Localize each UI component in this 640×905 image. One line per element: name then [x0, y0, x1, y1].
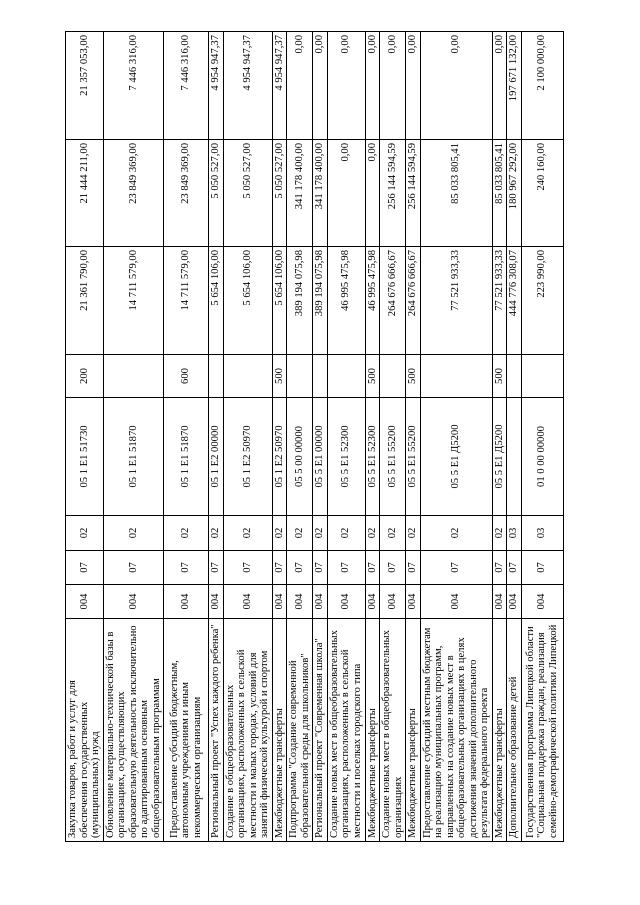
- cell-pr: 02: [209, 516, 224, 551]
- cell-v1: 5 654 106,00: [272, 247, 287, 355]
- cell-rz: 07: [327, 551, 365, 585]
- table-row: [209, 32, 224, 842]
- cell-v2: 0,00: [327, 140, 365, 247]
- table-row: [327, 32, 365, 842]
- cell-vr: [223, 355, 272, 398]
- cell-gr: 004: [507, 585, 522, 619]
- cell-csr: 05 1 E1 51870: [103, 398, 164, 516]
- cell-rz: 07: [313, 551, 328, 585]
- cell-v1: 264 676 666,67: [406, 247, 421, 355]
- table-row: [492, 32, 507, 842]
- cell-v3: 0,00: [420, 32, 492, 140]
- cell-csr: 05 1 E1 51870: [164, 398, 209, 516]
- cell-v3: 2 100 000,00: [521, 32, 563, 140]
- cell-gr: 004: [521, 585, 563, 619]
- cell-pr: 02: [272, 516, 287, 551]
- cell-v2: 0,00: [365, 140, 380, 247]
- cell-v1: 5 654 106,00: [209, 247, 224, 355]
- cell-v2: 256 144 594,59: [406, 140, 421, 247]
- cell-pr: 02: [164, 516, 209, 551]
- cell-vr: 200: [66, 355, 104, 398]
- cell-gr: 004: [66, 585, 104, 619]
- cell-gr: 004: [164, 585, 209, 619]
- cell-csr: 05 1 E1 51730: [66, 398, 104, 516]
- cell-gr: 004: [327, 585, 365, 619]
- cell-vr: [287, 355, 313, 398]
- cell-gr: 004: [287, 585, 313, 619]
- cell-gr: 004: [272, 585, 287, 619]
- cell-v3: 7 446 316,00: [164, 32, 209, 140]
- cell-v3: 4 954 947,37: [223, 32, 272, 140]
- table-row: [313, 32, 328, 842]
- cell-vr: 500: [406, 355, 421, 398]
- cell-v1: 14 711 579,00: [164, 247, 209, 355]
- cell-v2: 21 444 211,00: [66, 140, 104, 247]
- table-row: [380, 32, 406, 842]
- cell-v3: 0,00: [327, 32, 365, 140]
- cell-csr: 05 5 E1 52300: [365, 398, 380, 516]
- cell-rz: 07: [223, 551, 272, 585]
- cell-v2: 5 050 527,00: [272, 140, 287, 247]
- cell-name: Межбюджетные трансферты: [272, 619, 287, 842]
- cell-vr: [209, 355, 224, 398]
- cell-csr: [507, 398, 522, 516]
- cell-vr: [507, 355, 522, 398]
- cell-name: Предоставление субсидий местным бюджетам на реализацию муниципальных программ, направленных на создание новых мест в общеобразовательных организациях в целях достижения значений дополнительного результата федерального проекта: [420, 619, 492, 842]
- cell-v1: 389 194 075,98: [287, 247, 313, 355]
- cell-rz: 07: [380, 551, 406, 585]
- cell-v3: 0,00: [365, 32, 380, 140]
- cell-gr: 004: [103, 585, 164, 619]
- cell-v3: 0,00: [380, 32, 406, 140]
- cell-vr: 500: [272, 355, 287, 398]
- table-row: [164, 32, 209, 842]
- cell-csr: 05 1 E2 50970: [272, 398, 287, 516]
- cell-name: Региональный проект "Успех каждого ребенка": [209, 619, 224, 842]
- cell-v1: 21 361 790,00: [66, 247, 104, 355]
- cell-name: Создание новых мест в общеобразовательных организациях, расположенных в сельской местности и поселках городского типа: [327, 619, 365, 842]
- cell-v1: 46 995 475,98: [327, 247, 365, 355]
- cell-v1: 46 995 475,98: [365, 247, 380, 355]
- cell-pr: 02: [365, 516, 380, 551]
- cell-name: Межбюджетные трансферты: [406, 619, 421, 842]
- cell-v2: 240 160,00: [521, 140, 563, 247]
- cell-vr: 600: [164, 355, 209, 398]
- cell-gr: 004: [420, 585, 492, 619]
- cell-csr: 05 1 E2 00000: [209, 398, 224, 516]
- cell-rz: 07: [164, 551, 209, 585]
- cell-v1: 77 521 933,33: [420, 247, 492, 355]
- cell-rz: 07: [492, 551, 507, 585]
- cell-name: Подпрограмма "Создание современной образовательной среды для школьников": [287, 619, 313, 842]
- cell-name: Региональный проект "Современная школа": [313, 619, 328, 842]
- cell-vr: 500: [492, 355, 507, 398]
- cell-rz: 07: [287, 551, 313, 585]
- cell-v2: 341 178 400,00: [287, 140, 313, 247]
- cell-name: Межбюджетные трансферты: [365, 619, 380, 842]
- cell-v2: 341 178 400,00: [313, 140, 328, 247]
- cell-pr: 02: [313, 516, 328, 551]
- table-row: [406, 32, 421, 842]
- cell-v3: 0,00: [406, 32, 421, 140]
- cell-name: Государственная программа Липецкой области "Социальная поддержка граждан, реализация семейно-демографической политики Липецкой: [521, 619, 563, 842]
- cell-vr: [313, 355, 328, 398]
- table-row: [223, 32, 272, 842]
- cell-v2: 85 033 805,41: [420, 140, 492, 247]
- cell-name: Обновление материально-технической базы в организациях, осуществляющих образовательную деятельность исключительно по адаптированным основным общеобразовательным программам: [103, 619, 164, 842]
- cell-csr: 05 5 00 00000: [287, 398, 313, 516]
- cell-pr: 02: [223, 516, 272, 551]
- cell-pr: 02: [380, 516, 406, 551]
- cell-rz: 07: [507, 551, 522, 585]
- cell-rz: 07: [103, 551, 164, 585]
- cell-csr: 05 5 E1 55200: [380, 398, 406, 516]
- cell-vr: [103, 355, 164, 398]
- cell-pr: 02: [103, 516, 164, 551]
- cell-v2: 23 849 369,00: [103, 140, 164, 247]
- cell-gr: 004: [406, 585, 421, 619]
- cell-v1: 223 990,00: [521, 247, 563, 355]
- cell-csr: 05 1 E2 50970: [223, 398, 272, 516]
- cell-v3: 4 954 947,37: [272, 32, 287, 140]
- cell-gr: 004: [492, 585, 507, 619]
- cell-csr: 05 5 E1 Д5200: [492, 398, 507, 516]
- cell-v3: 197 671 132,00: [507, 32, 522, 140]
- cell-v1: 14 711 579,00: [103, 247, 164, 355]
- table-row: [103, 32, 164, 842]
- cell-v3: 0,00: [313, 32, 328, 140]
- table-row: [287, 32, 313, 842]
- cell-rz: 07: [365, 551, 380, 585]
- cell-v1: 77 521 933,33: [492, 247, 507, 355]
- cell-vr: [327, 355, 365, 398]
- cell-gr: 004: [209, 585, 224, 619]
- table-row: [272, 32, 287, 842]
- cell-name: Закупка товаров, работ и услуг для обеспечения государственных (муниципальных) нужд: [66, 619, 104, 842]
- cell-v1: 264 676 666,67: [380, 247, 406, 355]
- cell-rz: 07: [66, 551, 104, 585]
- cell-pr: 03: [507, 516, 522, 551]
- budget-table: [65, 31, 564, 842]
- cell-v1: 444 776 308,07: [507, 247, 522, 355]
- table-row: [365, 32, 380, 842]
- cell-v2: 256 144 594,59: [380, 140, 406, 247]
- cell-name: Создание новых мест в общеобразовательных организациях: [380, 619, 406, 842]
- cell-pr: 02: [287, 516, 313, 551]
- cell-vr: [521, 355, 563, 398]
- cell-v2: 5 050 527,00: [209, 140, 224, 247]
- cell-v2: 85 033 805,41: [492, 140, 507, 247]
- cell-pr: 03: [521, 516, 563, 551]
- cell-v3: 7 446 316,00: [103, 32, 164, 140]
- cell-v3: 0,00: [492, 32, 507, 140]
- cell-v3: 0,00: [287, 32, 313, 140]
- cell-v2: 5 050 527,00: [223, 140, 272, 247]
- cell-gr: 004: [313, 585, 328, 619]
- cell-vr: [420, 355, 492, 398]
- cell-name: Межбюджетные трансферты: [492, 619, 507, 842]
- cell-pr: 02: [492, 516, 507, 551]
- cell-v3: 4 954 947,37: [209, 32, 224, 140]
- cell-gr: 004: [365, 585, 380, 619]
- cell-vr: 500: [365, 355, 380, 398]
- table-row: [507, 32, 522, 842]
- cell-csr: 05 5 E1 00000: [313, 398, 328, 516]
- cell-pr: 02: [406, 516, 421, 551]
- cell-v2: 180 967 292,00: [507, 140, 522, 247]
- budget-table-body: [66, 32, 564, 842]
- cell-csr: 01 0 00 00000: [521, 398, 563, 516]
- cell-pr: 02: [420, 516, 492, 551]
- cell-rz: 07: [406, 551, 421, 585]
- cell-gr: 004: [223, 585, 272, 619]
- cell-rz: 07: [420, 551, 492, 585]
- cell-v1: 389 194 075,98: [313, 247, 328, 355]
- cell-v1: 5 654 106,00: [223, 247, 272, 355]
- cell-name: Дополнительное образование детей: [507, 619, 522, 842]
- cell-gr: 004: [380, 585, 406, 619]
- cell-rz: 07: [209, 551, 224, 585]
- table-row: [521, 32, 563, 842]
- cell-pr: 02: [327, 516, 365, 551]
- cell-v3: 21 357 053,00: [66, 32, 104, 140]
- cell-csr: 05 5 E1 52300: [327, 398, 365, 516]
- cell-vr: [380, 355, 406, 398]
- cell-v2: 23 849 369,00: [164, 140, 209, 247]
- cell-rz: 07: [521, 551, 563, 585]
- rotated-table-container: [65, 32, 590, 842]
- cell-name: Предоставление субсидий бюджетным, автономным учреждениям и иным некоммерческим организациям: [164, 619, 209, 842]
- cell-csr: 05 5 E1 Д5200: [420, 398, 492, 516]
- table-row: [66, 32, 104, 842]
- cell-csr: 05 5 E1 55200: [406, 398, 421, 516]
- table-row: [420, 32, 492, 842]
- cell-pr: 02: [66, 516, 104, 551]
- cell-name: Создание в общеобразовательных организациях, расположенных в сельской местности и малых городах, условий для занятий физической культурой и спортом: [223, 619, 272, 842]
- cell-rz: 07: [272, 551, 287, 585]
